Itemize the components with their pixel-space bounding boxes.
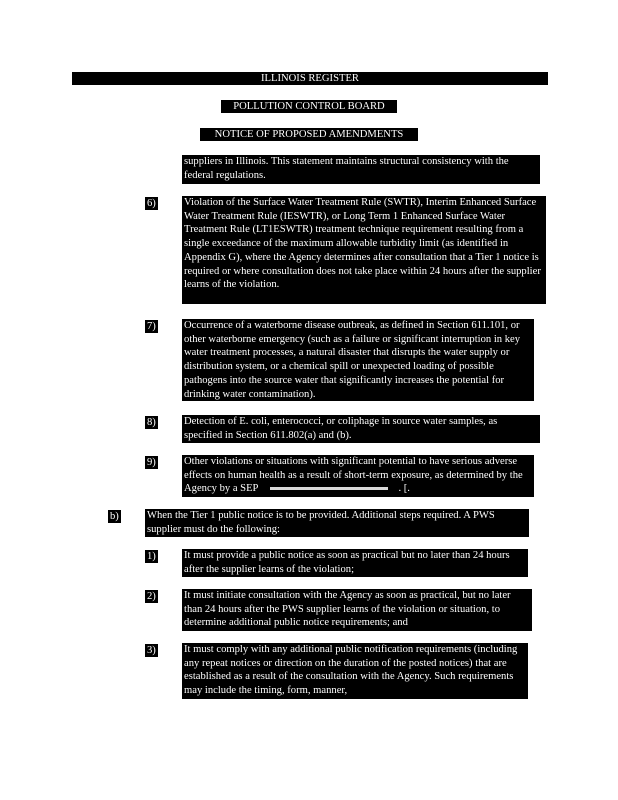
intro-paragraph: suppliers in Illinois. This statement maintains structural consistency with the federal regulations.	[182, 155, 540, 184]
item-7-text: Occurrence of a waterborne disease outbreak, as defined in Section 611.101, or other waterborne emergency (such as a failure or significant interruption in key water treatment processes, a natural disaster that disrupts the water supply or distribution system, or a chemical spill or unexpected loading of possible pathogens into the source water that significantly increases the potential for drinking water contamination).	[182, 319, 534, 401]
sub-item-3-label: 3)	[147, 645, 156, 656]
sub-item-3-text: It must comply with any additional public notification requirements (including any repeat notices or direction on the duration of the posted notices) that are established as a result of the consultation with the Agency. Such requirements may include the timing, form, manner,	[182, 643, 528, 699]
item-9-text	[182, 455, 534, 497]
sub-item-1-label: 1)	[147, 551, 156, 562]
item-9-tail: . [.	[398, 483, 410, 495]
register-title: ILLINOIS REGISTER	[72, 72, 548, 85]
board-title: POLLUTION CONTROL BOARD	[221, 100, 397, 113]
redaction-mark	[270, 487, 388, 490]
item-9-body: Other violations or situations with significant potential to have serious adverse effects on human health as a result of short-term exposure, as determined by the Agency by a SEP	[184, 456, 523, 495]
item-9-label: 9)	[147, 457, 156, 468]
item-8-text: Detection of E. coli, enterococci, or coliphage in source water samples, as specified in Section 611.802(a) and (b).	[182, 415, 540, 443]
item-6-text: Violation of the Surface Water Treatment Rule (SWTR), Interim Enhanced Surface Water Treatment Rule (IESWTR), or Long Term 1 Enhanced Surface Water Treatment Rule (LT1ESWTR) treatment technique requirement resulting from a single exceedance of the maximum allowable turbidity limit (as identified in Appendix G), where the Agency determines after consultation that a Tier 1 notice is required or where consultation does not take place within 24 hours after the supplier learns of the violation.	[182, 196, 546, 304]
sub-item-1-text: It must provide a public notice as soon as practical but no later than 24 hours after the supplier learns of the violation;	[182, 549, 528, 577]
section-b-text: When the Tier 1 public notice is to be provided. Additional steps required. A PWS supplier must do the following:	[145, 509, 529, 537]
item-8-label: 8)	[147, 417, 156, 428]
notice-title: NOTICE OF PROPOSED AMENDMENTS	[200, 128, 418, 141]
item-7-label: 7)	[147, 321, 156, 332]
section-b-label: b)	[110, 511, 119, 522]
sub-item-2-label: 2)	[147, 591, 156, 602]
sub-item-2-text: It must initiate consultation with the Agency as soon as practical, but no later than 24 hours after the PWS supplier learns of the violation or situation, to determine additional public notice requirements; and	[182, 589, 532, 631]
item-6-label: 6)	[147, 198, 156, 209]
